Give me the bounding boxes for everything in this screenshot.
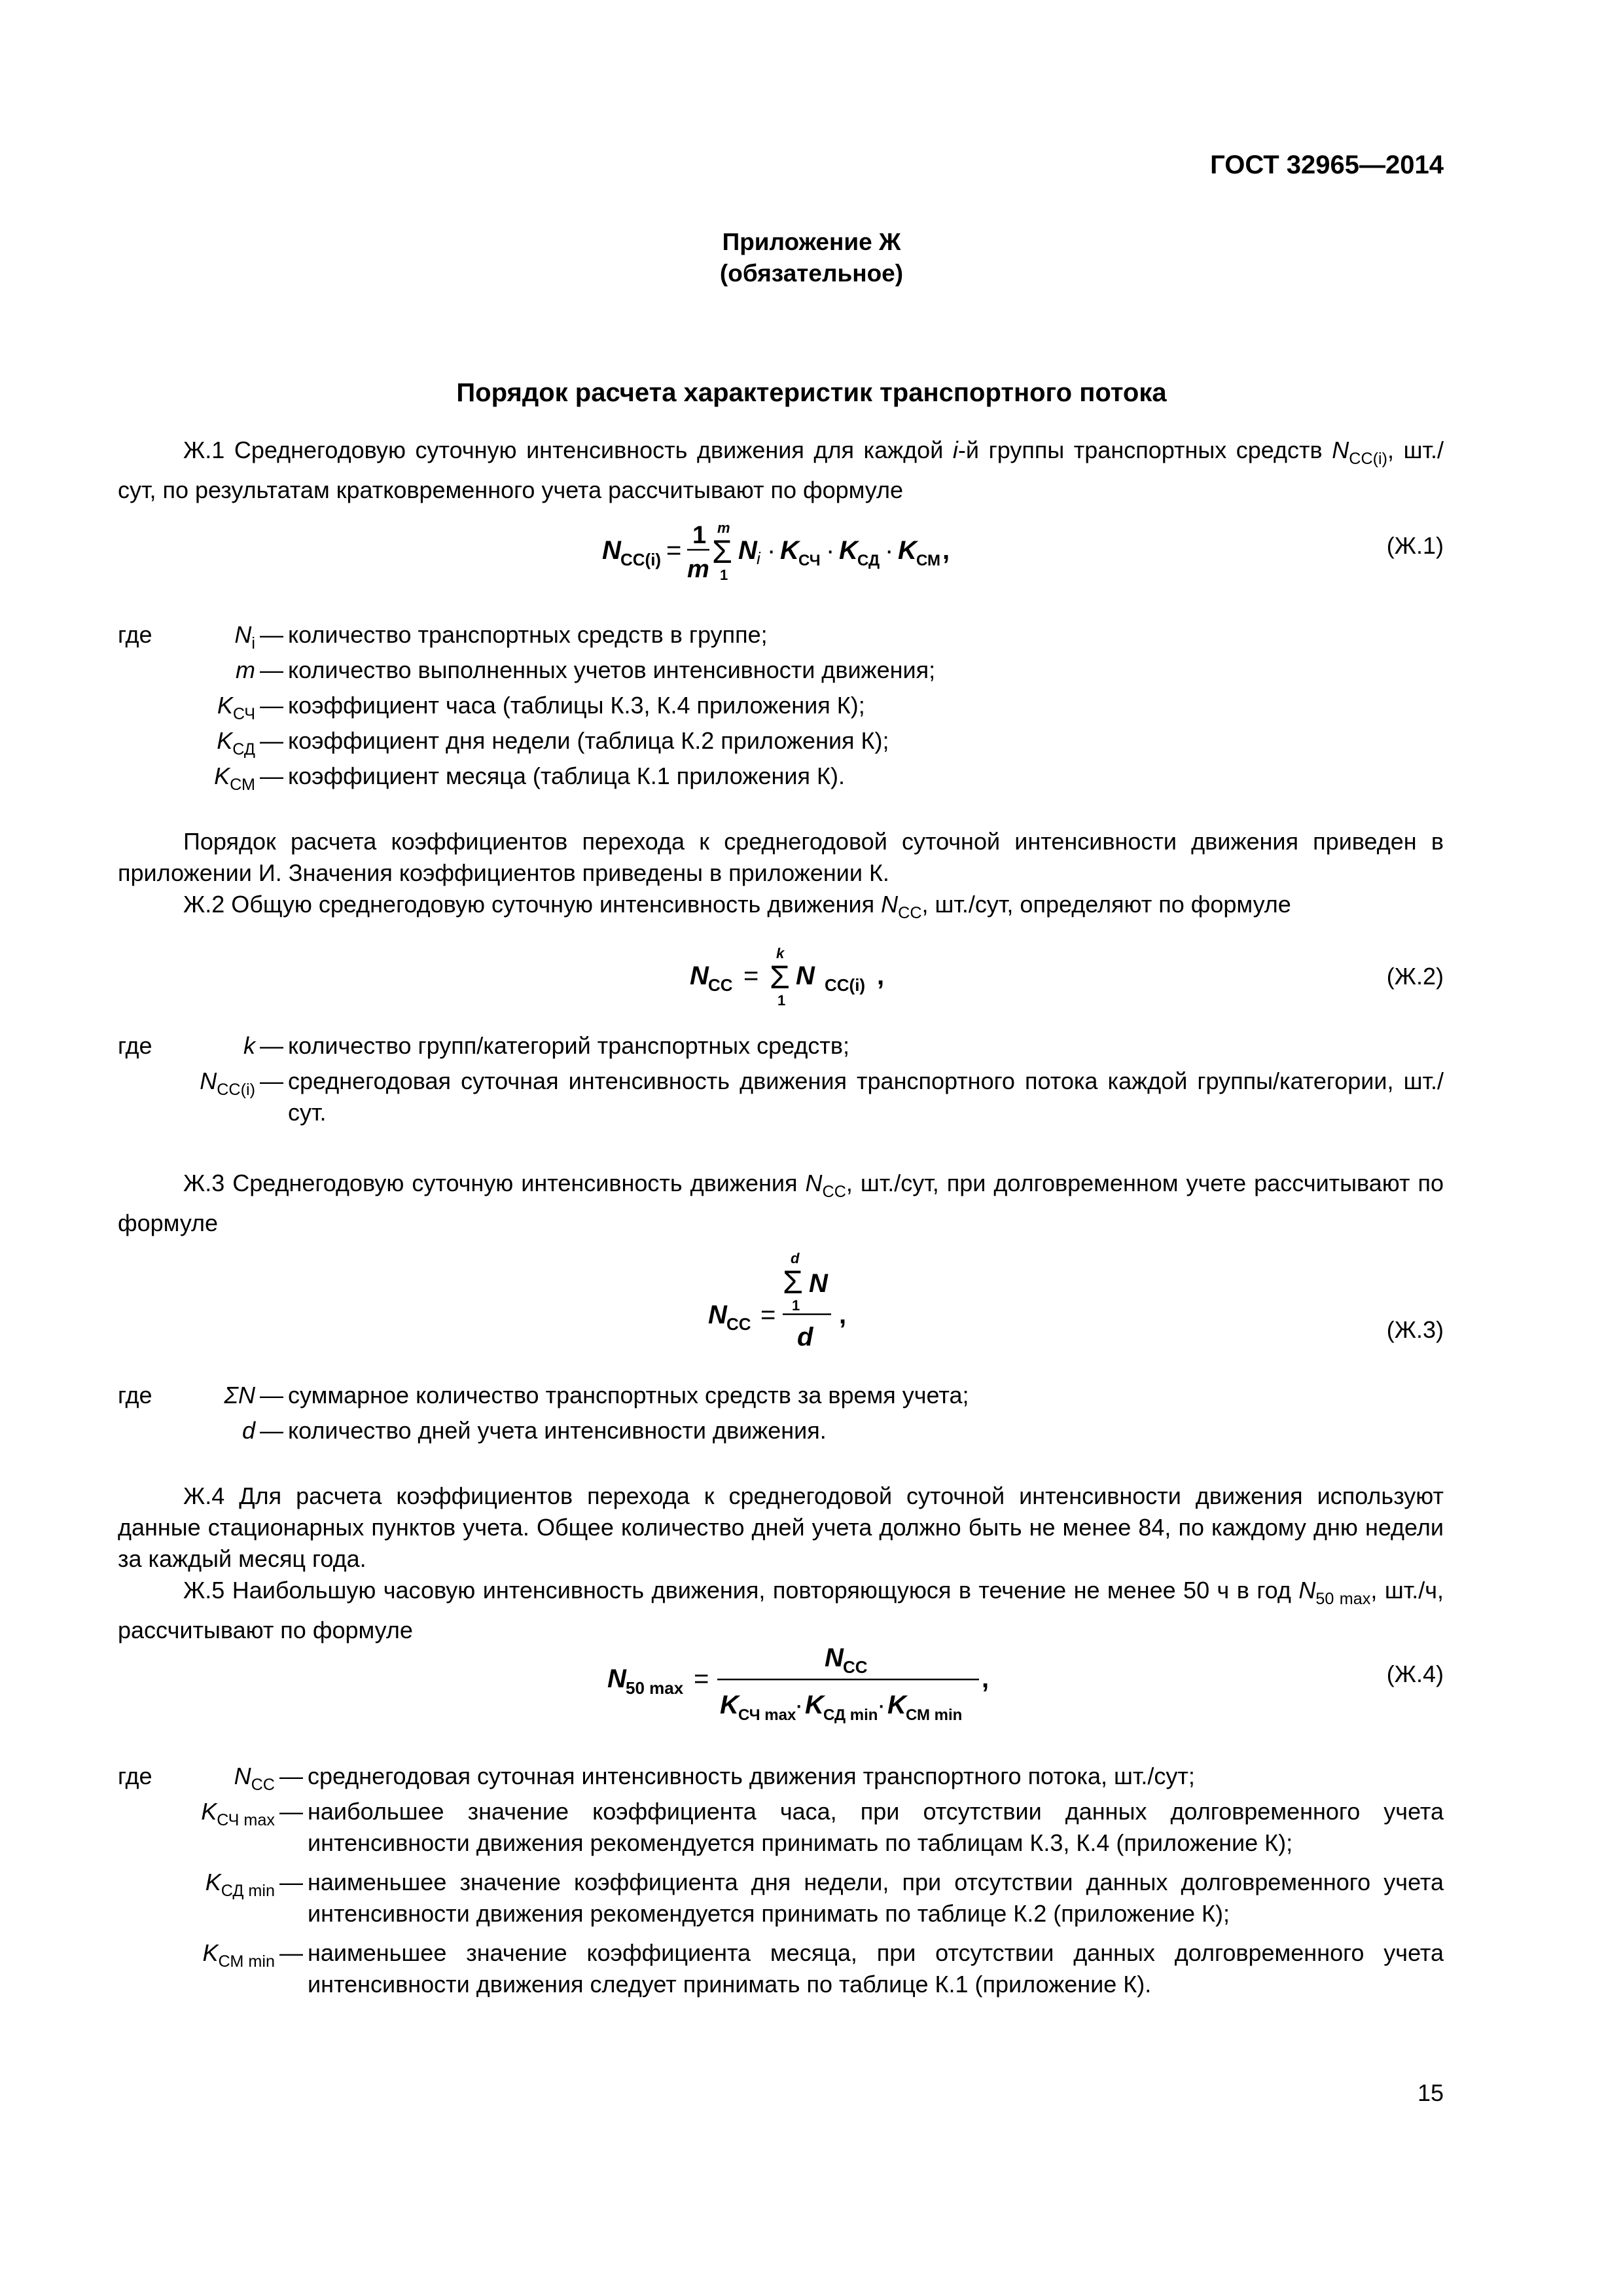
svg-text:K: K (780, 536, 799, 565)
appendix-name: Приложение Ж (722, 228, 901, 255)
formula-number-zh1: (Ж.1) (1386, 532, 1444, 559)
svg-text:K: K (887, 1691, 906, 1719)
paragraph-zh1-note: Порядок расчета коэффициентов перехода к среднегодовой суточной интенсивности движения приведен в приложении И. Значения коэффициентов приведены в приложении К. (118, 828, 1444, 886)
svg-text:i: i (757, 548, 760, 568)
svg-text:,: , (877, 961, 885, 990)
svg-text:СД: СД (857, 552, 880, 569)
svg-text:СД min: СД min (823, 1706, 878, 1724)
svg-text:1: 1 (720, 567, 728, 583)
paragraph-zh1: Ж.1 Среднегодовую суточную интенсивность движения для каждой i-й группы транспортных средств $N_{СС(i)}$, шт./сут, по результатам кратковременного учета рассчитывают по формуле (118, 437, 1444, 503)
svg-text:СМ min: СМ min (906, 1706, 963, 1724)
formula-number-zh3: (Ж.3) (1386, 1316, 1444, 1343)
definitions-zh1: где $N_i$ — количество транспортных средств в группе; m — количество выполненных учетов интенсивности движения; $K_{СЧ}$ — коэффициент часа (таблицы К.3, К.4 приложения К); $K_{СД}$ — коэффициент дня недели (таблица К.2 приложения К); $K_{СМ}$ — коэффициент месяца (таблица К.1 приложения К). (118, 621, 936, 794)
svg-text:K: K (839, 536, 858, 565)
paragraph-zh4: Ж.4 Для расчета коэффициентов перехода к среднегодовой суточной интенсивности движения используют данные стационарных пунктов учета. Общее количество дней учета должно быть не менее 84, по каждому дню недели за каждый месяц года. (118, 1482, 1444, 1572)
svg-text:СС(i): СС(i) (620, 550, 662, 569)
formula-zh4 (602, 1636, 995, 1728)
svg-text:Σ: Σ (770, 959, 790, 996)
standard-number: ГОСТ 32965—2014 (1210, 151, 1444, 179)
svg-text:N: N (708, 1300, 727, 1329)
svg-text:K: K (805, 1691, 824, 1719)
formula-number-zh2: (Ж.2) (1386, 963, 1444, 990)
svg-text:СС(i): СС(i) (825, 975, 866, 995)
definitions-zh3: где ΣN — суммарное количество транспортных средств за время учета; d — количество дней учета интенсивности движения. (118, 1382, 969, 1444)
svg-text:K: K (898, 536, 917, 565)
svg-text:1: 1 (777, 992, 786, 1009)
svg-text:N: N (690, 961, 709, 990)
svg-text:1: 1 (792, 1297, 800, 1314)
svg-text:N: N (607, 1664, 626, 1693)
svg-text:=: = (666, 536, 682, 565)
svg-text:=: = (760, 1300, 776, 1329)
svg-text:k: k (776, 945, 785, 961)
paragraph-zh5: Ж.5 Наибольшую часовую интенсивность движения, повторяющуюся в течение не менее 50 ч в год $N_{50 max}$, шт./ч, рассчитывают по формуле (118, 1577, 1444, 1643)
svg-text:=: = (743, 961, 759, 990)
svg-text:·: · (767, 536, 776, 565)
svg-text:СЧ: СЧ (798, 552, 821, 569)
svg-text:N: N (809, 1269, 828, 1298)
svg-text:50 max: 50 max (626, 1678, 684, 1698)
svg-text:СС: СС (843, 1657, 868, 1677)
svg-text:·: · (794, 1691, 804, 1719)
paragraph-zh2: Ж.2 Общую среднегодовую суточную интенсивность движения $N_{СС}$, шт./сут, определяют по формуле (183, 891, 1291, 922)
formula-zh1 (589, 517, 955, 589)
svg-text:СС: СС (708, 975, 733, 995)
svg-text:,: , (942, 536, 950, 565)
paragraph-zh3: Ж.3 Среднегодовую суточную интенсивность движения $N_{СС}$, шт./сут, при долговременном учете рассчитывают по формуле (118, 1170, 1444, 1236)
svg-text:·: · (885, 536, 894, 565)
page-number: 15 (1417, 2079, 1444, 2106)
svg-text:m: m (717, 520, 730, 536)
svg-text:K: K (720, 1691, 739, 1719)
svg-text:m: m (687, 556, 709, 583)
definitions-zh2: где k — количество групп/категорий транспортных средств; $N_{СС(i)}$ — среднегодовая суточная интенсивность движения транспортного потока каждой группы/категории, шт./сут. (118, 1032, 1444, 1126)
svg-text:=: = (694, 1664, 709, 1693)
formula-zh2 (681, 942, 903, 1014)
svg-text:d: d (791, 1250, 800, 1266)
svg-text:СМ: СМ (916, 552, 941, 569)
section-title: Порядок расчета характеристик транспортного потока (456, 378, 1167, 407)
svg-text:d: d (797, 1323, 813, 1352)
svg-text:СС: СС (726, 1314, 751, 1334)
svg-text:,: , (839, 1300, 847, 1329)
svg-text:N: N (796, 961, 815, 990)
svg-text:·: · (826, 536, 835, 565)
definitions-zh4: где $N_{СС}$ — среднегодовая суточная интенсивность движения транспортного потока, шт./сут; $K_{СЧ max}$ — наибольшее значение коэффициента часа, при отсутствии данных долговременного учета интенсивности движения рекомендуется принимать по таблицам К.3, К.4 (приложение К); $K_{СД min}$ — наименьшее значение коэффициента дня недели, при отсутствии данных долговременного учета интенсивности движения рекомендуется принимать по таблице К.2 (приложение К); $K_{СМ min}$ — наименьшее значение коэффициента месяца, при отсутствии данных долговременного учета интенсивности движения следует принимать по таблице К.1 (приложение К). (118, 1763, 1444, 1998)
svg-text:Σ: Σ (783, 1264, 803, 1300)
formula-number-zh4: (Ж.4) (1386, 1660, 1444, 1687)
svg-text:N: N (602, 536, 621, 565)
svg-text:1: 1 (692, 522, 707, 549)
svg-text:СЧ max: СЧ max (738, 1706, 796, 1724)
svg-text:·: · (877, 1691, 886, 1719)
svg-text:N: N (825, 1643, 844, 1672)
svg-text:N: N (738, 536, 757, 565)
svg-text:,: , (982, 1664, 990, 1693)
formula-zh3 (700, 1244, 870, 1361)
svg-text:Σ: Σ (712, 533, 732, 570)
appendix-status: (обязательное) (719, 260, 904, 287)
